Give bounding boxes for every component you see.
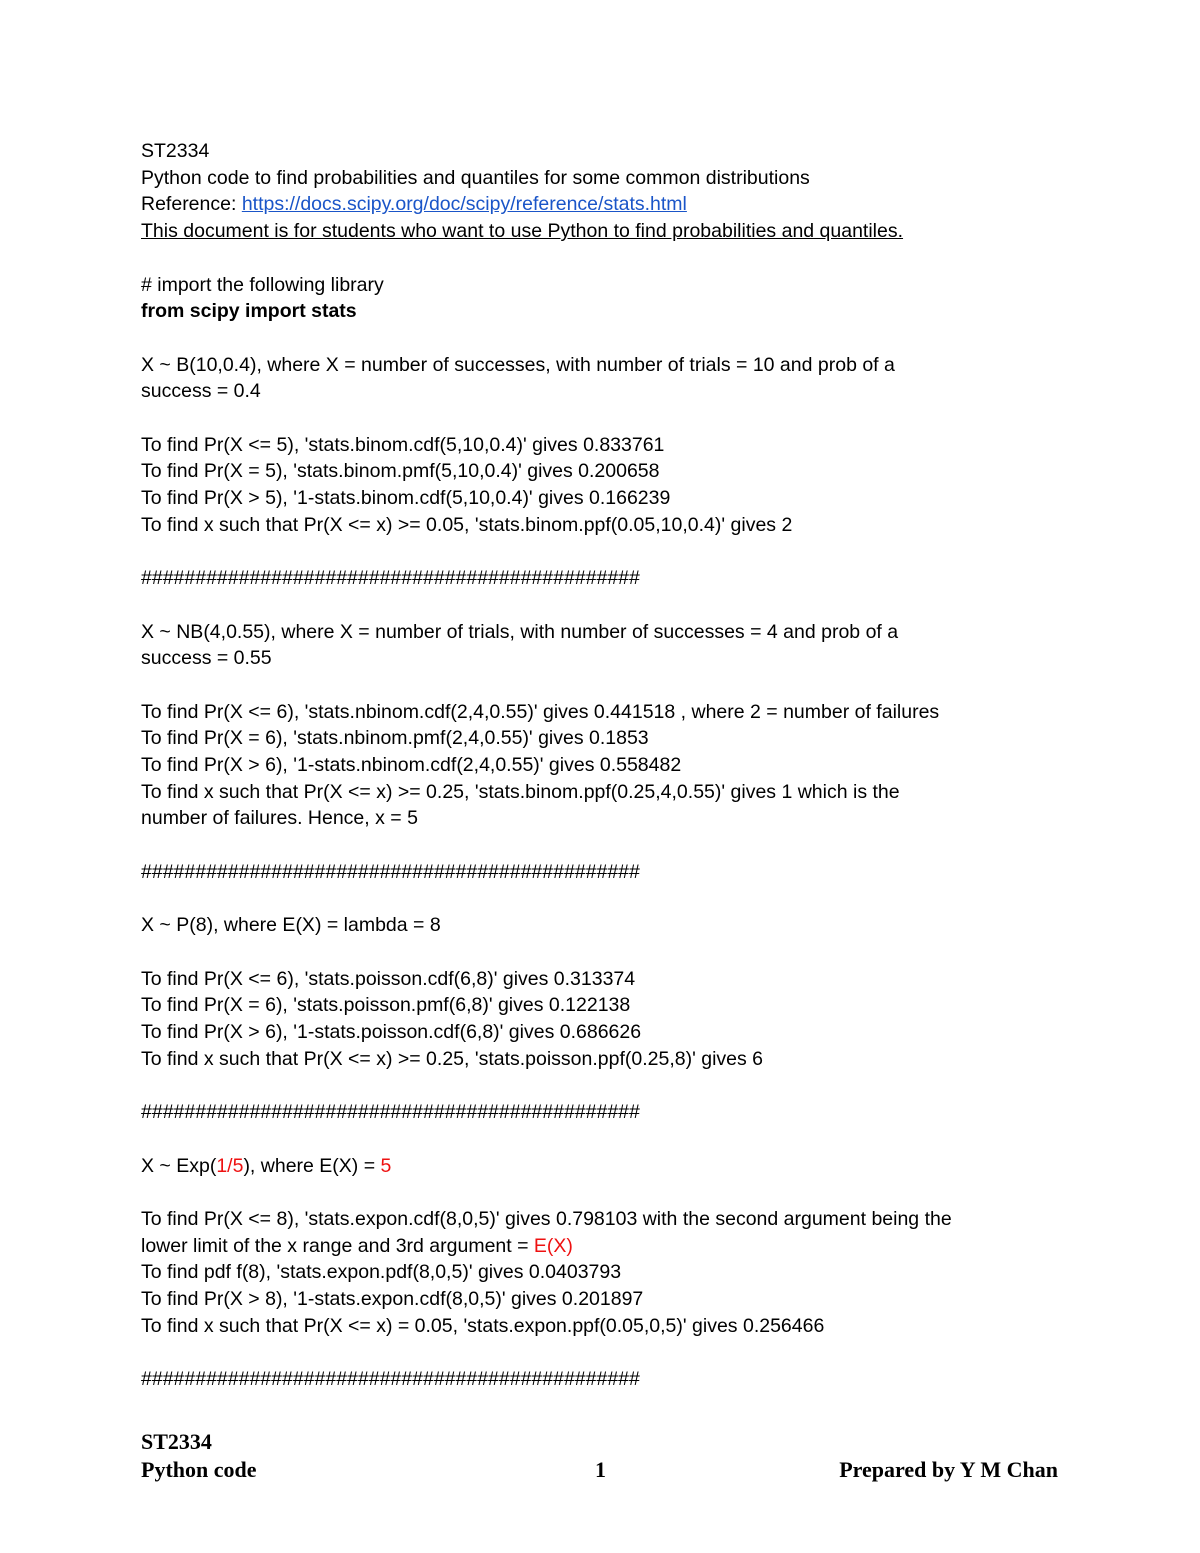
footer-main-row bbox=[141, 1456, 1061, 1484]
reference-link[interactable]: https://docs.scipy.org/doc/scipy/reference/stats.html bbox=[241, 193, 687, 216]
spacer bbox=[141, 1179, 1061, 1206]
exponential-cdf-cont-text: lower limit of the x range and 3rd argument = bbox=[141, 1234, 534, 1257]
negbinomial-ppf-line: To find x such that Pr(X <= x) >= 0.25, 'stats.binom.ppf(0.25,4,0.55)' gives 1 which is the bbox=[141, 780, 900, 803]
course-code: ST2334 bbox=[141, 140, 210, 162]
reference-line bbox=[141, 191, 1061, 218]
section-separator: ############################################## bbox=[141, 860, 640, 883]
poisson-ppf-line: To find x such that Pr(X <= x) >= 0.25, 'stats.poisson.ppf(0.25,8)' gives 6 bbox=[141, 1047, 764, 1070]
poisson-cdf-line: To find Pr(X <= 6), 'stats.poisson.cdf(6,8)' gives 0.313374 bbox=[141, 967, 636, 990]
footer-left-text: Python code bbox=[141, 1457, 257, 1482]
spacer bbox=[141, 1072, 1061, 1099]
spacer bbox=[141, 592, 1061, 619]
exponential-mean: 5 bbox=[380, 1154, 392, 1177]
spacer bbox=[141, 1339, 1061, 1366]
binomial-cdf-line: To find Pr(X <= 5), 'stats.binom.cdf(5,10,0.4)' gives 0.833761 bbox=[141, 433, 665, 456]
reference-label: Reference: bbox=[141, 193, 242, 216]
import-code: from scipy import stats bbox=[141, 300, 357, 323]
import-comment: # import the following library bbox=[141, 273, 384, 296]
spacer bbox=[141, 325, 1061, 352]
poisson-definition: X ~ P(8), where E(X) = lambda = 8 bbox=[141, 914, 441, 937]
exponential-pdf-line: To find pdf f(8), 'stats.expon.pdf(8,0,5)' gives 0.0403793 bbox=[141, 1261, 622, 1284]
exponential-rate: 1/5 bbox=[216, 1154, 244, 1177]
exponential-sf-line: To find Pr(X > 8), '1-stats.expon.cdf(8,0,5)' gives 0.201897 bbox=[141, 1288, 644, 1311]
negbinomial-ppf-line-cont: number of failures. Hence, x = 5 bbox=[141, 807, 418, 830]
negbinomial-definition: X ~ NB(4,0.55), where X = number of trials, with number of successes = 4 and prob of a bbox=[141, 620, 899, 643]
negbinomial-pmf-line: To find Pr(X = 6), 'stats.nbinom.pmf(2,4,0.55)' gives 0.1853 bbox=[141, 727, 649, 750]
binomial-definition-cont: success = 0.4 bbox=[141, 380, 261, 403]
section-separator: ############################################## bbox=[141, 1368, 640, 1391]
exponential-ppf-line: To find x such that Pr(X <= x) = 0.05, 'stats.expon.ppf(0.05,0,5)' gives 0.256466 bbox=[141, 1314, 825, 1337]
document-body bbox=[141, 138, 1061, 1393]
spacer bbox=[141, 886, 1061, 913]
spacer bbox=[141, 672, 1061, 699]
spacer bbox=[141, 832, 1061, 859]
binomial-definition: X ~ B(10,0.4), where X = number of successes, with number of trials = 10 and prob of a bbox=[141, 353, 895, 376]
binomial-ppf-line: To find x such that Pr(X <= x) >= 0.05, 'stats.binom.ppf(0.05,10,0.4)' gives 2 bbox=[141, 513, 793, 536]
exponential-cdf-line-cont bbox=[141, 1233, 1061, 1260]
poisson-pmf-line: To find Pr(X = 6), 'stats.poisson.pmf(6,8)' gives 0.122138 bbox=[141, 994, 631, 1017]
spacer bbox=[141, 539, 1061, 566]
page-number: 1 bbox=[595, 1457, 606, 1482]
negbinomial-cdf-line: To find Pr(X <= 6), 'stats.nbinom.cdf(2,4,0.55)' gives 0.441518 , where 2 = number of failures bbox=[141, 700, 940, 723]
page-footer bbox=[141, 1428, 1061, 1484]
audience-note: This document is for students who want to use Python to find probabilities and quantiles. bbox=[141, 220, 904, 243]
footer-course-row bbox=[141, 1428, 1061, 1456]
negbinomial-sf-line: To find Pr(X > 6), '1-stats.nbinom.cdf(2,4,0.55)' gives 0.558482 bbox=[141, 754, 682, 777]
binomial-sf-line: To find Pr(X > 5), '1-stats.binom.cdf(5,10,0.4)' gives 0.166239 bbox=[141, 487, 671, 510]
binomial-pmf-line: To find Pr(X = 5), 'stats.binom.pmf(5,10,0.4)' gives 0.200658 bbox=[141, 460, 660, 483]
exponential-def-middle: ), where E(X) = bbox=[243, 1154, 381, 1177]
exponential-cdf-highlight: E(X) bbox=[533, 1234, 573, 1257]
exponential-cdf-line: To find Pr(X <= 8), 'stats.expon.cdf(8,0,5)' gives 0.798103 with the second argument being the bbox=[141, 1207, 952, 1230]
footer-author: Prepared by Y M Chan bbox=[839, 1457, 1058, 1482]
section-separator: ############################################## bbox=[141, 1101, 640, 1124]
spacer bbox=[141, 939, 1061, 966]
footer-course: ST2334 bbox=[141, 1429, 212, 1454]
spacer bbox=[141, 245, 1061, 272]
document-title: Python code to find probabilities and quantiles for some common distributions bbox=[141, 166, 810, 189]
section-separator: ############################################## bbox=[141, 567, 640, 590]
exponential-definition bbox=[141, 1153, 1061, 1180]
spacer bbox=[141, 405, 1061, 432]
exponential-def-prefix: X ~ Exp( bbox=[141, 1154, 217, 1177]
spacer bbox=[141, 1126, 1061, 1153]
poisson-sf-line: To find Pr(X > 6), '1-stats.poisson.cdf(6,8)' gives 0.686626 bbox=[141, 1021, 642, 1044]
negbinomial-definition-cont: success = 0.55 bbox=[141, 647, 272, 670]
